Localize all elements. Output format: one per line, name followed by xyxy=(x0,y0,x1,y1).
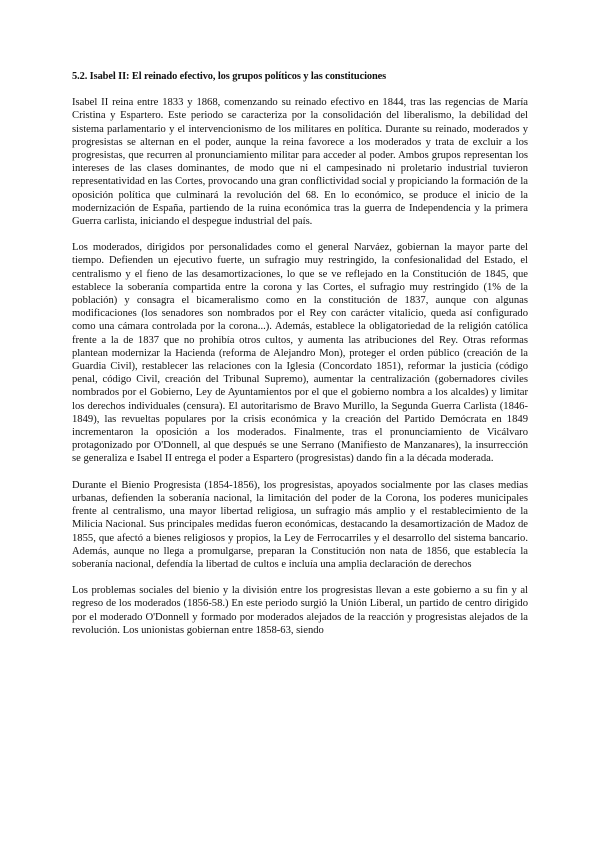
section-heading: 5.2. Isabel II: El reinado efectivo, los grupos políticos y las constituciones xyxy=(72,71,387,82)
paragraph-liberal-union: Los problemas sociales del bienio y la división entre los progresistas llevan a este gobierno a su fin y al regreso de los moderados (1856-58.) En este periodo surgió la Unión Liberal, un partido de centro dirigido por el moderado O'Donnell y formado por moderados alejados de la reacción y progresistas alejados de la revolución. Los unionistas gobiernan entre 1858-63, siendo xyxy=(72,585,528,636)
paragraph-progressive-biennium: Durante el Bienio Progresista (1854-1856), los progresistas, apoyados socialmente por las clases medias urbanas, defienden la soberanía nacional, la limitación del poder de la Corona, los poderes municipales frente al centralismo, una mayor libertad religiosa, un sufragio más amplio y el restablecimiento de la Milicia Nacional. Sus principales medidas fueron económicas, destacando la desamortización de Madoz de 1855, que afectó a bienes religiosos y propios, la Ley de Ferrocarriles y el desarrollo del sistema bancario. Además, aunque no llega a promulgarse, preparan la Constitución non nata de 1856, que establecía la soberanía nacional, defendía la libertad de cultos e incluía una amplia declaración de derechos xyxy=(72,479,528,570)
paragraph-moderate-decade: Los moderados, dirigidos por personalidades como el general Narváez, gobiernan la mayor parte del tiempo. Defienden un ejecutivo fuerte, un sufragio muy restringido, la confesionalidad del Estado, el centralismo y el fieno de las desamortizaciones, lo que se ve reflejado en la Constitución de 1845, que establece la soberanía compartida entre la corona y las Cortes, el sufragio muy restringido (1% de la población) y consagra el bicameralismo como en la constitución de 1837, aunque con algunas modificaciones (los senadores son nombrados por el Rey con carácter vitalicio, queda así configurado como una cámara controlada por la corona...). Además, establece la obligatoriedad de la religión católica frente a la de 1837 que no prohibía otros cultos, y aumenta las atribuciones del Rey. Otras reformas plantean modernizar la Hacienda (reforma de Alejandro Mon), proteger el orden público (creación de la Guardia Civil), restablecer las relaciones con la Iglesia (Concordato 1851), reformar la justicia (código penal, código Civil, creación del Tribunal Supremo), aumentar la centralización (gobernadores civiles nombrados por el Gobierno, Ley de Ayuntamientos por el que el gobierno nombra a los alcaldes) y limitar los derechos individuales (censura). El autoritarismo de Bravo Murillo, la Segunda Guerra Carlista (1846-1849), las revueltas populares por la crisis económica y la creación del Partido Demócrata en 1849 incrementaron la oposición a los moderados. Finalmente, tras el pronunciamiento de Vicálvaro protagonizado por O'Donnell, al que después se une Serrano (Manifiesto de Manzanares), la insurrección se generaliza e Isabel II entrega el poder a Espartero (progresistas) dando fin a la década moderada. xyxy=(72,242,528,465)
paragraph-reign-overview: Isabel II reina entre 1833 y 1868, comenzando su reinado efectivo en 1844, tras las regencias de María Cristina y Espartero. Este periodo se caracteriza por la consolidación del liberalismo, la debilidad del sistema parlamentario y el intervencionismo de los militares en política. Durante su reinado, moderados y progresistas se alternan en el poder, aunque la reina favorece a los moderados y trata de excluir a los progresistas, que recurren al pronunciamiento militar para acceder al poder. Ambos grupos representan los intereses de las clases dominantes, de modo que ni el campesinado ni proletario industrial tuvieron representatividad en las Cortes, provocando una gran conflictividad social y propiciando la formación de la oposición política que culminará la revolución del 68. En lo económico, se produce el inicio de la modernización de España, partiendo de la ruina económica tras la guerra de Independencia y la primera Guerra carlista, iniciando el despegue industrial del país. xyxy=(72,97,528,228)
document-page xyxy=(72,70,528,650)
